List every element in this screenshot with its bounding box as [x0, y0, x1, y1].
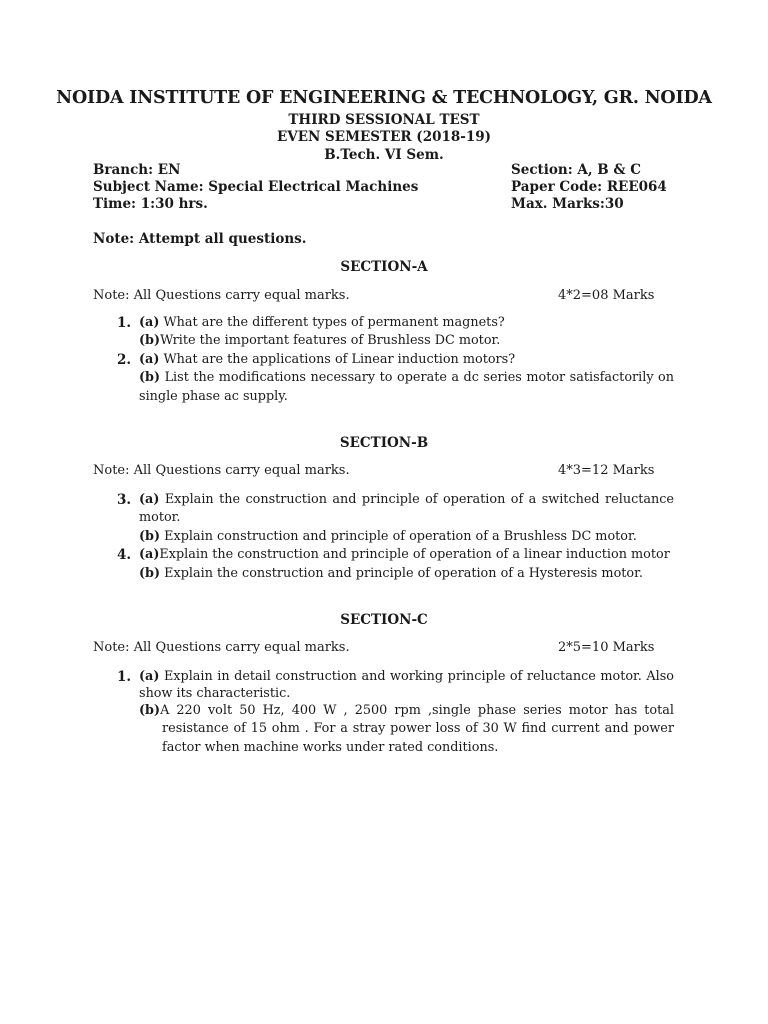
question-part: [139, 669, 674, 684]
part-label: (b): [139, 566, 161, 581]
subject-label: Subject Name: Special Electrical Machines: [93, 179, 419, 195]
section-a-note: Note: All Questions carry equal marks.: [93, 288, 350, 303]
section-a-marks: 4*2=08 Marks: [558, 288, 655, 303]
part-label: (a): [139, 352, 160, 367]
institute-title: NOIDA INSTITUTE OF ENGINEERING & TECHNOLOGY, GR. NOIDA: [56, 88, 712, 108]
section-label: Section: A, B & C: [511, 162, 642, 178]
part-text: What are the different types of permanent magnets?: [163, 315, 505, 330]
section-c-note: Note: All Questions carry equal marks.: [93, 640, 350, 655]
question-number: 4.: [117, 547, 132, 563]
part-text: Explain the construction and principle of operation of a switched reluctance: [164, 492, 674, 507]
question-number: 2.: [117, 352, 132, 368]
section-b-title: SECTION-B: [339, 435, 429, 451]
question-part: [139, 315, 505, 330]
part-label: (a): [139, 669, 160, 684]
test-title: THIRD SESSIONAL TEST: [288, 112, 480, 128]
question-part: [139, 370, 674, 385]
part-label: (a): [139, 492, 160, 507]
part-text-continued: show its characteristic.: [139, 686, 291, 701]
section-a-title: SECTION-A: [340, 259, 428, 275]
question-part: [139, 333, 500, 348]
part-text-continued: motor.: [139, 510, 181, 525]
part-label: (a): [139, 315, 160, 330]
part-text: What are the applications of Linear induction motors?: [163, 352, 516, 367]
course-title: B.Tech. VI Sem.: [324, 147, 444, 163]
section-c-title: SECTION-C: [340, 612, 428, 628]
max-marks-label: Max. Marks:30: [511, 196, 624, 212]
branch-label: Branch: EN: [93, 162, 181, 178]
question-part: [139, 529, 637, 544]
question-part: [139, 703, 674, 718]
part-text: Explain construction and principle of operation of a Brushless DC motor.: [164, 529, 637, 544]
question-part: [139, 492, 674, 507]
section-b-marks: 4*3=12 Marks: [558, 463, 655, 478]
part-text-continued: factor when machine works under rated conditions.: [162, 740, 499, 755]
part-label: (a): [139, 547, 160, 562]
part-text: List the modifications necessary to operate a dc series motor satisfactorily on: [164, 370, 674, 385]
question-part: [139, 352, 515, 367]
part-text: A 220 volt 50 Hz, 400 W , 2500 rpm ,single phase series motor has total: [160, 703, 674, 718]
part-text: Explain the construction and principle of operation of a linear induction motor: [159, 547, 670, 562]
question-part: [139, 566, 643, 581]
semester-title: EVEN SEMESTER (2018-19): [276, 129, 492, 145]
part-label: (b): [139, 333, 161, 348]
part-label: (b): [139, 703, 161, 718]
part-text: Write the important features of Brushless DC motor.: [160, 333, 501, 348]
part-text: Explain the construction and principle of operation of a Hysteresis motor.: [164, 566, 643, 581]
part-text-continued: resistance of 15 ohm . For a stray power loss of 30 W find current and power: [162, 721, 674, 736]
section-c-marks: 2*5=10 Marks: [558, 640, 655, 655]
section-b-note: Note: All Questions carry equal marks.: [93, 463, 350, 478]
part-text: Explain in detail construction and working principle of reluctance motor. Also: [163, 669, 674, 684]
time-label: Time: 1:30 hrs.: [93, 196, 208, 212]
part-label: (b): [139, 529, 161, 544]
question-number: 1.: [117, 669, 132, 685]
question-part: [139, 547, 670, 562]
part-label: (b): [139, 370, 161, 385]
paper-code-label: Paper Code: REE064: [511, 179, 667, 195]
part-text-continued: single phase ac supply.: [139, 389, 288, 404]
general-note: Note: Attempt all questions.: [93, 231, 307, 247]
question-number: 3.: [117, 492, 132, 508]
question-number: 1.: [117, 315, 132, 331]
